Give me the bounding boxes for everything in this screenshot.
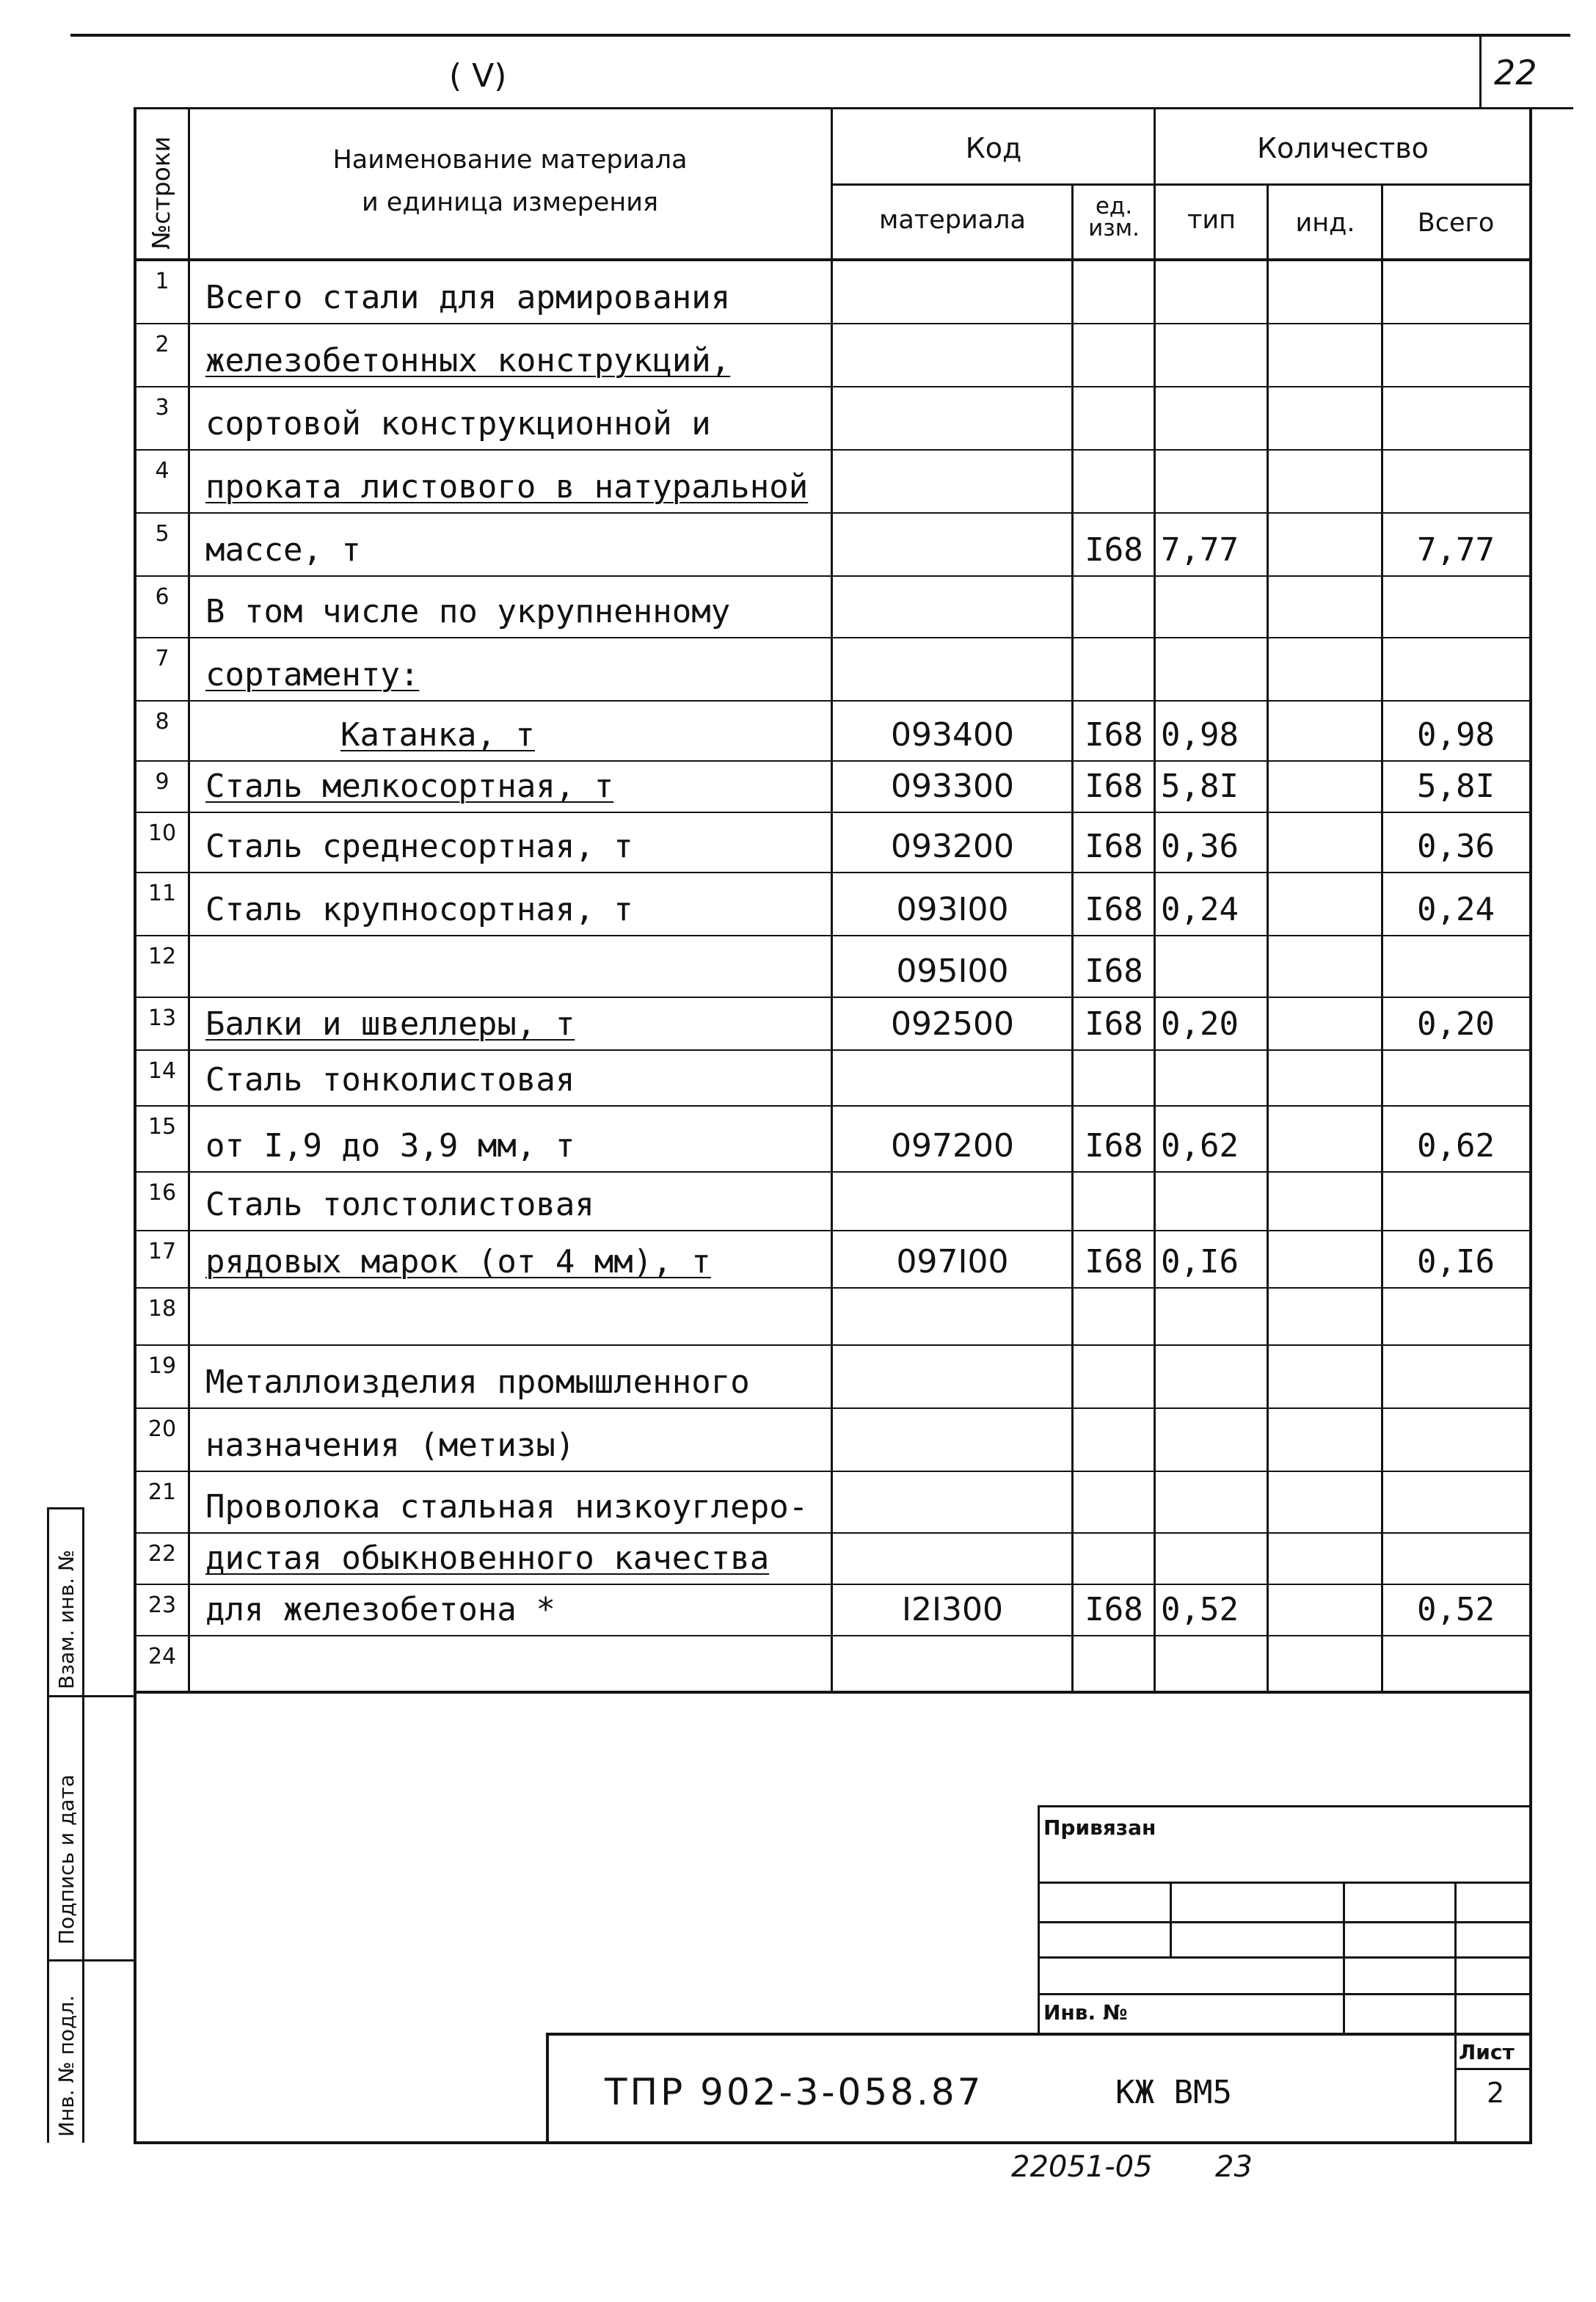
row-code: 093300 [891,768,1014,805]
row-qty-total: 0,98 [1417,716,1495,754]
row-separator [134,1471,1532,1472]
row-unit: I68 [1085,953,1143,990]
row-number: 7 [155,646,170,671]
row-name: сортаменту: [205,656,420,693]
row-number: 18 [147,1296,177,1322]
header-row-number: №строки [147,136,175,249]
footer-archive: 22051-05 [1011,2150,1153,2184]
row-separator [134,323,1532,324]
row-code: 097I00 [896,1243,1009,1281]
header-code-unit: ед. изм. [1088,193,1140,241]
stamp-row-4 [1038,1993,1532,1995]
row-name: Сталь среднесортная, т [205,828,633,865]
row-separator [134,1532,1532,1534]
row-qty-total: 0,52 [1417,1591,1495,1628]
row-unit: I68 [1085,1591,1143,1628]
row-name: Сталь крупносортная, т [205,891,633,928]
header-code-group: Код [965,132,1022,164]
stamp-privyazan-top [1038,1805,1532,1807]
row-name: для железобетона * [205,1591,555,1628]
row-number: 14 [147,1058,177,1084]
row-name: Катанка, т [340,716,535,754]
table-bottom [134,1691,1532,1694]
stamp-designation: ТПР 902-3-058.87 [605,2071,984,2113]
stamp-row-3 [1038,1956,1532,1959]
col-line-1 [188,107,190,1691]
stamp-col-2 [1343,1882,1345,2033]
header-qty-total: Всего [1417,208,1495,238]
row-separator [134,872,1532,873]
row-name: Проволока стальная низкоуглеро- [205,1488,809,1526]
row-number: 5 [155,521,170,547]
stamp-col-3 [1454,1882,1457,2143]
header-qty-type: тип [1187,205,1236,235]
row-qty-type: 0,24 [1161,891,1239,928]
row-code: 097200 [891,1127,1014,1165]
row-separator [134,1171,1532,1173]
page-number: 22 [1494,53,1537,92]
row-name: от I,9 до 3,9 мм, т [205,1127,575,1165]
row-qty-type: 0,20 [1161,1005,1239,1043]
row-number: 11 [147,881,177,906]
row-number: 22 [147,1541,177,1567]
row-number: 12 [147,944,177,969]
header-sub-line [831,183,1532,186]
row-name: В том числе по укрупненному [205,593,731,630]
frame-bottom [134,2141,1532,2144]
row-unit: I68 [1085,768,1143,805]
row-code: 093200 [891,828,1014,865]
row-number: 9 [155,769,170,795]
header-qty-group: Количество [1257,132,1429,164]
row-separator [134,1635,1532,1636]
side-strip-sep2 [47,1959,135,1962]
row-qty-type: 5,8I [1161,768,1239,805]
row-qty-type: 0,98 [1161,716,1239,754]
row-name: Металлоизделия промышленного [205,1363,750,1401]
row-qty-total: 0,62 [1417,1127,1495,1165]
row-number: 24 [147,1644,177,1669]
header-name-line2: и единица измерения [361,188,659,217]
row-code: 095I00 [896,953,1009,990]
row-qty-total: 0,20 [1417,1005,1495,1043]
stamp-sheet-label: Лист [1459,2040,1515,2064]
top-border [70,34,1570,37]
row-qty-total: 0,I6 [1417,1243,1495,1281]
side-strip-left [47,1507,49,2143]
row-separator [134,637,1532,638]
row-number: 19 [147,1353,177,1379]
row-number: 20 [147,1416,177,1442]
stamp-main-left [546,2033,549,2143]
row-separator [134,512,1532,514]
page-number-box-left [1479,35,1482,109]
row-separator [134,997,1532,998]
row-unit: I68 [1085,891,1143,928]
row-name: массе, т [205,531,361,569]
header-qty-ind: инд. [1295,208,1355,238]
row-number: 4 [155,458,170,484]
row-number: 6 [155,584,170,610]
stamp-row-1 [1038,1882,1532,1884]
stamp-code: КЖ ВМ5 [1115,2074,1232,2111]
row-name: Сталь мелкосортная, т [205,768,614,805]
row-qty-type: 0,62 [1161,1127,1239,1165]
row-name: сортовой конструкционной и [205,405,711,442]
row-name: Балки и швеллеры, т [205,1005,575,1043]
side-strip-mid [82,1507,84,2143]
row-name: Сталь толстолистовая [205,1186,594,1223]
row-number: 3 [155,395,170,420]
row-number: 2 [155,332,170,357]
row-number: 1 [155,269,170,294]
row-name: Всего стали для армирования [205,279,731,316]
row-unit: I68 [1085,1005,1143,1043]
col-line-6 [1381,183,1383,1691]
row-unit: I68 [1085,828,1143,865]
row-separator [134,700,1532,702]
row-qty-total: 5,8I [1417,768,1495,805]
row-separator [134,812,1532,813]
row-code: 093I00 [896,891,1009,928]
stamp-privyazan: Привязан [1043,1815,1156,1840]
row-code: 092500 [891,1005,1014,1043]
stamp-main-top [546,2033,1532,2036]
row-separator [134,1287,1532,1289]
stamp-sheet: 2 [1487,2077,1505,2109]
row-unit: I68 [1085,716,1143,754]
row-number: 15 [147,1114,177,1140]
row-number: 23 [147,1592,177,1618]
row-number: 21 [147,1479,177,1505]
side-podpis-data: Подпись и дата [54,1774,79,1945]
row-separator [134,449,1532,451]
frame-right [1529,107,1532,2144]
row-separator [134,1344,1532,1346]
row-separator [134,760,1532,762]
row-number: 10 [147,820,177,846]
header-name-line1: Наименование материала [332,145,688,175]
row-separator [134,935,1532,936]
row-unit: I68 [1085,1243,1143,1281]
row-name: назначения (метизы) [205,1427,575,1464]
row-separator [134,1407,1532,1409]
table-top [134,107,1532,109]
col-line-5 [1267,183,1269,1691]
row-qty-type: 7,77 [1161,531,1239,569]
col-line-3 [1071,183,1074,1691]
row-number: 16 [147,1180,177,1206]
row-name: дистая обыкновенного качества [205,1540,770,1577]
row-qty-type: 0,36 [1161,828,1239,865]
row-separator [134,1105,1532,1107]
stamp-sheet-sep [1454,2068,1532,2070]
footer-archive-page: 23 [1215,2150,1253,2184]
row-qty-total: 0,36 [1417,828,1495,865]
row-qty-type: 0,52 [1161,1591,1239,1628]
row-separator [134,1049,1532,1051]
header-code-material: материала [878,205,1026,235]
row-name: железобетонных конструкций, [205,342,731,379]
stamp-col-1 [1170,1882,1172,1958]
side-vzam-inv: Взам. инв. № [54,1549,79,1689]
row-code: 093400 [891,716,1014,754]
row-separator [134,386,1532,387]
row-unit: I68 [1085,1127,1143,1165]
row-separator [134,1230,1532,1231]
side-strip-top [47,1507,84,1509]
row-separator [134,575,1532,577]
row-name: проката листового в натуральной [205,468,809,506]
row-qty-total: 0,24 [1417,891,1495,928]
header-bottom [134,258,1532,261]
side-inv-podl: Инв. № подл. [54,1995,79,2137]
row-number: 8 [155,709,170,735]
stamp-privyazan-left [1038,1805,1040,2033]
side-strip-sep1 [47,1695,135,1697]
row-unit: I68 [1085,531,1143,569]
row-qty-type: 0,I6 [1161,1243,1239,1281]
section-mark: ( V) [449,57,507,95]
row-name: Сталь тонколистовая [205,1061,575,1099]
row-separator [134,1584,1532,1585]
stamp-inv-no: Инв. № [1043,2000,1128,2025]
row-number: 17 [147,1239,177,1264]
row-name: рядовых марок (от 4 мм), т [205,1243,711,1281]
row-code: I2I300 [902,1591,1003,1628]
row-number: 13 [147,1005,177,1031]
stamp-row-2 [1038,1921,1532,1923]
row-qty-total: 7,77 [1417,531,1495,569]
